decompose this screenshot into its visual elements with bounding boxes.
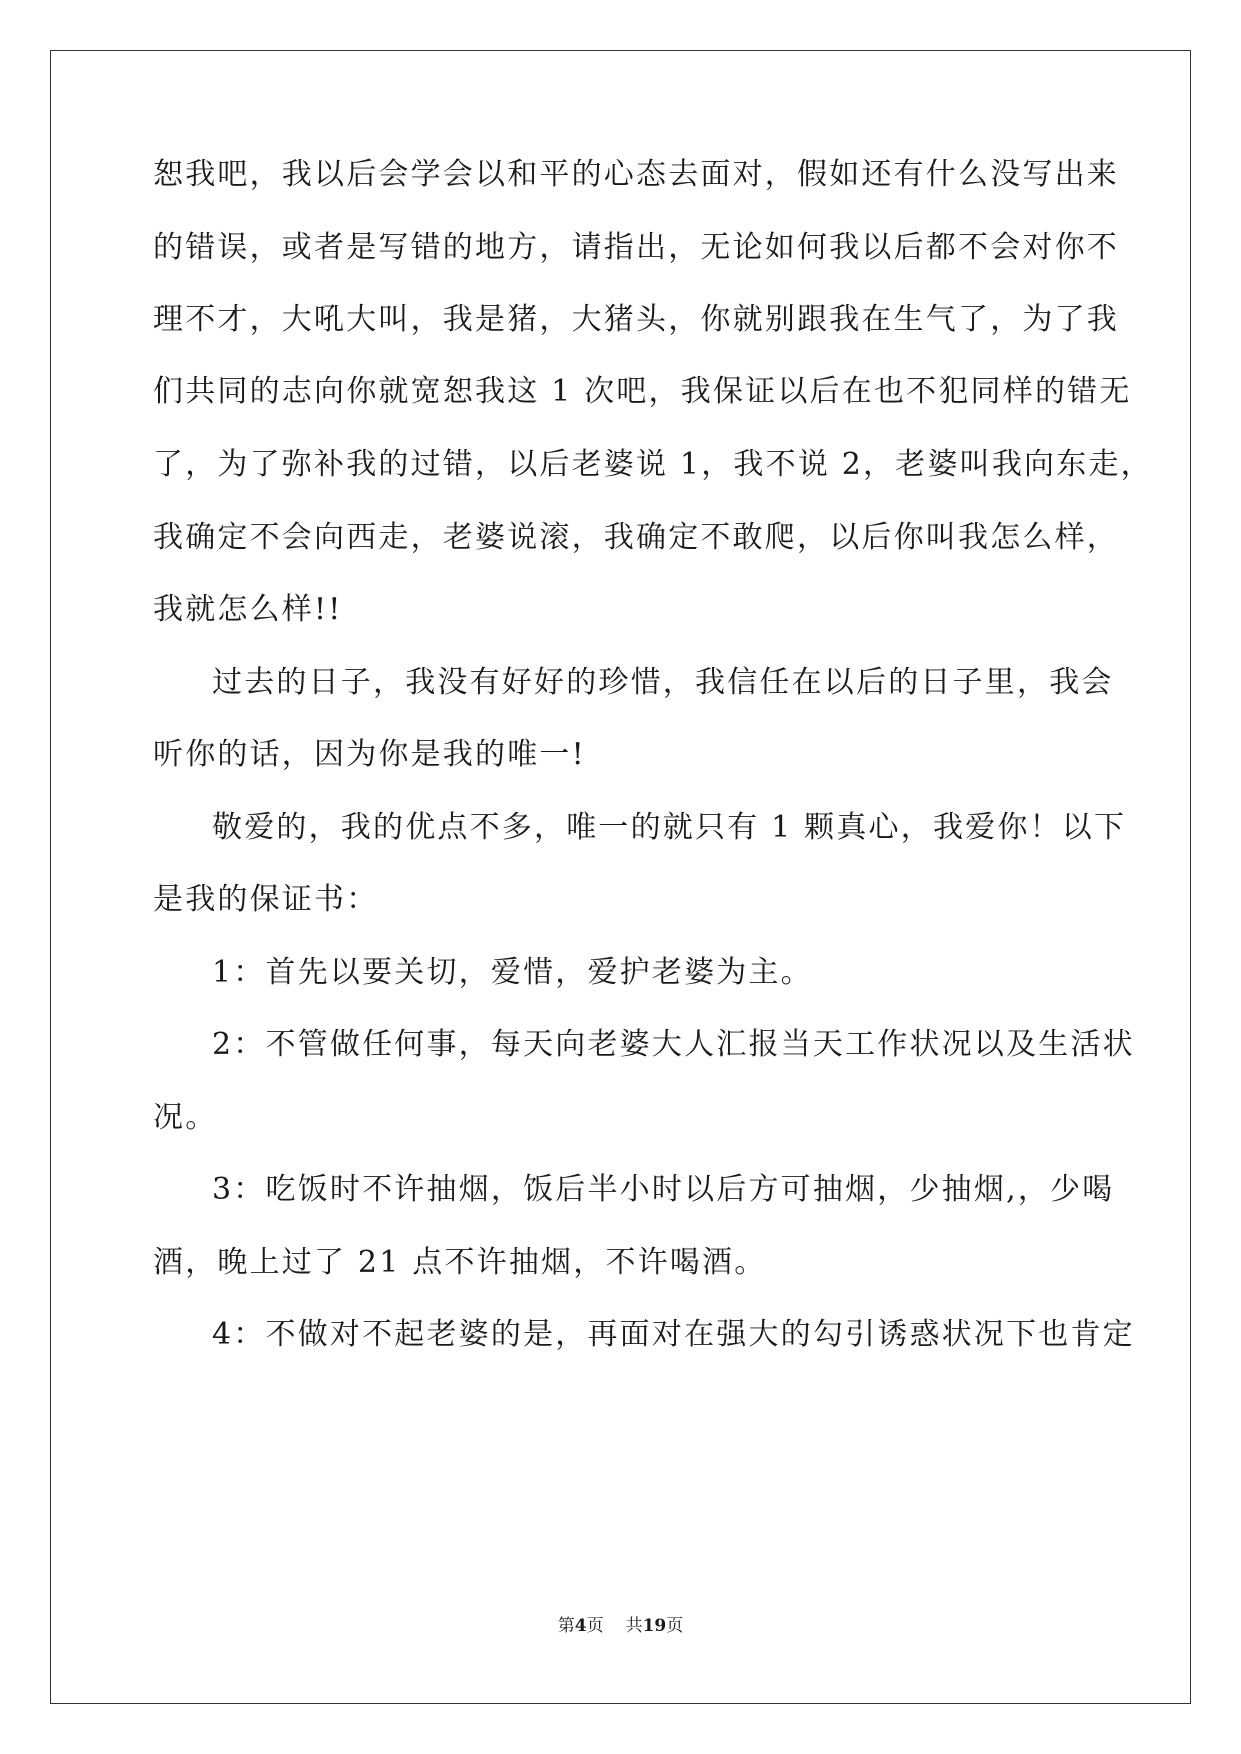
list-item-3: 3：吃饭时不许抽烟，饭后半小时以后方可抽烟，少抽烟,，少喝 — [212, 1172, 1115, 1207]
paragraph-start-line: 过去的日子，我没有好好的珍惜，我信任在以后的日子里，我会 — [212, 665, 1114, 700]
text-line: 况。 — [153, 1100, 218, 1135]
paragraph-start-line: 敬爱的，我的优点不多，唯一的就只有 1 颗真心，我爱你！以下 — [212, 810, 1127, 845]
text-line: 我确定不会向西走，老婆说滚，我确定不敢爬，以后你叫我怎么样， — [153, 520, 1119, 555]
total-suffix: 页 — [666, 1616, 684, 1636]
text-line: 们共同的志向你就宽恕我这 1 次吧，我保证以后在也不犯同样的错无 — [153, 374, 1132, 409]
text-line: 我就怎么样!! — [153, 592, 343, 627]
text-line: 听你的话，因为你是我的唯一! — [153, 737, 586, 772]
page-suffix: 页 — [586, 1616, 604, 1636]
total-prefix: 共 — [625, 1616, 643, 1636]
page-border — [50, 50, 1191, 1704]
text-line: 是我的保证书： — [153, 882, 379, 917]
text-line: 恕我吧，我以后会学会以和平的心态去面对，假如还有什么没写出来 — [153, 157, 1119, 192]
page-prefix: 第 — [557, 1616, 575, 1636]
text-line: 的错误，或者是写错的地方，请指出，无论如何我以后都不会对你不 — [153, 230, 1119, 265]
page-number: 4 — [574, 1616, 587, 1636]
text-line: 理不才，大吼大叫，我是猪，大猪头，你就别跟我在生气了，为了我 — [153, 302, 1119, 337]
list-item-4: 4：不做对不起老婆的是，再面对在强大的勾引诱惑状况下也肯定 — [212, 1317, 1135, 1352]
text-line: 酒，晚上过了 21 点不许抽烟，不许喝酒。 — [153, 1245, 767, 1280]
total-pages: 19 — [642, 1616, 667, 1636]
page-footer — [0, 1614, 1241, 1638]
text-line: 了，为了弥补我的过错，以后老婆说 1，我不说 2，老婆叫我向东走， — [153, 447, 1153, 482]
list-item-1: 1：首先以要关切，爱惜，爱护老婆为主。 — [212, 955, 813, 990]
list-item-2: 2：不管做任何事，每天向老婆大人汇报当天工作状况以及生活状 — [212, 1027, 1135, 1062]
